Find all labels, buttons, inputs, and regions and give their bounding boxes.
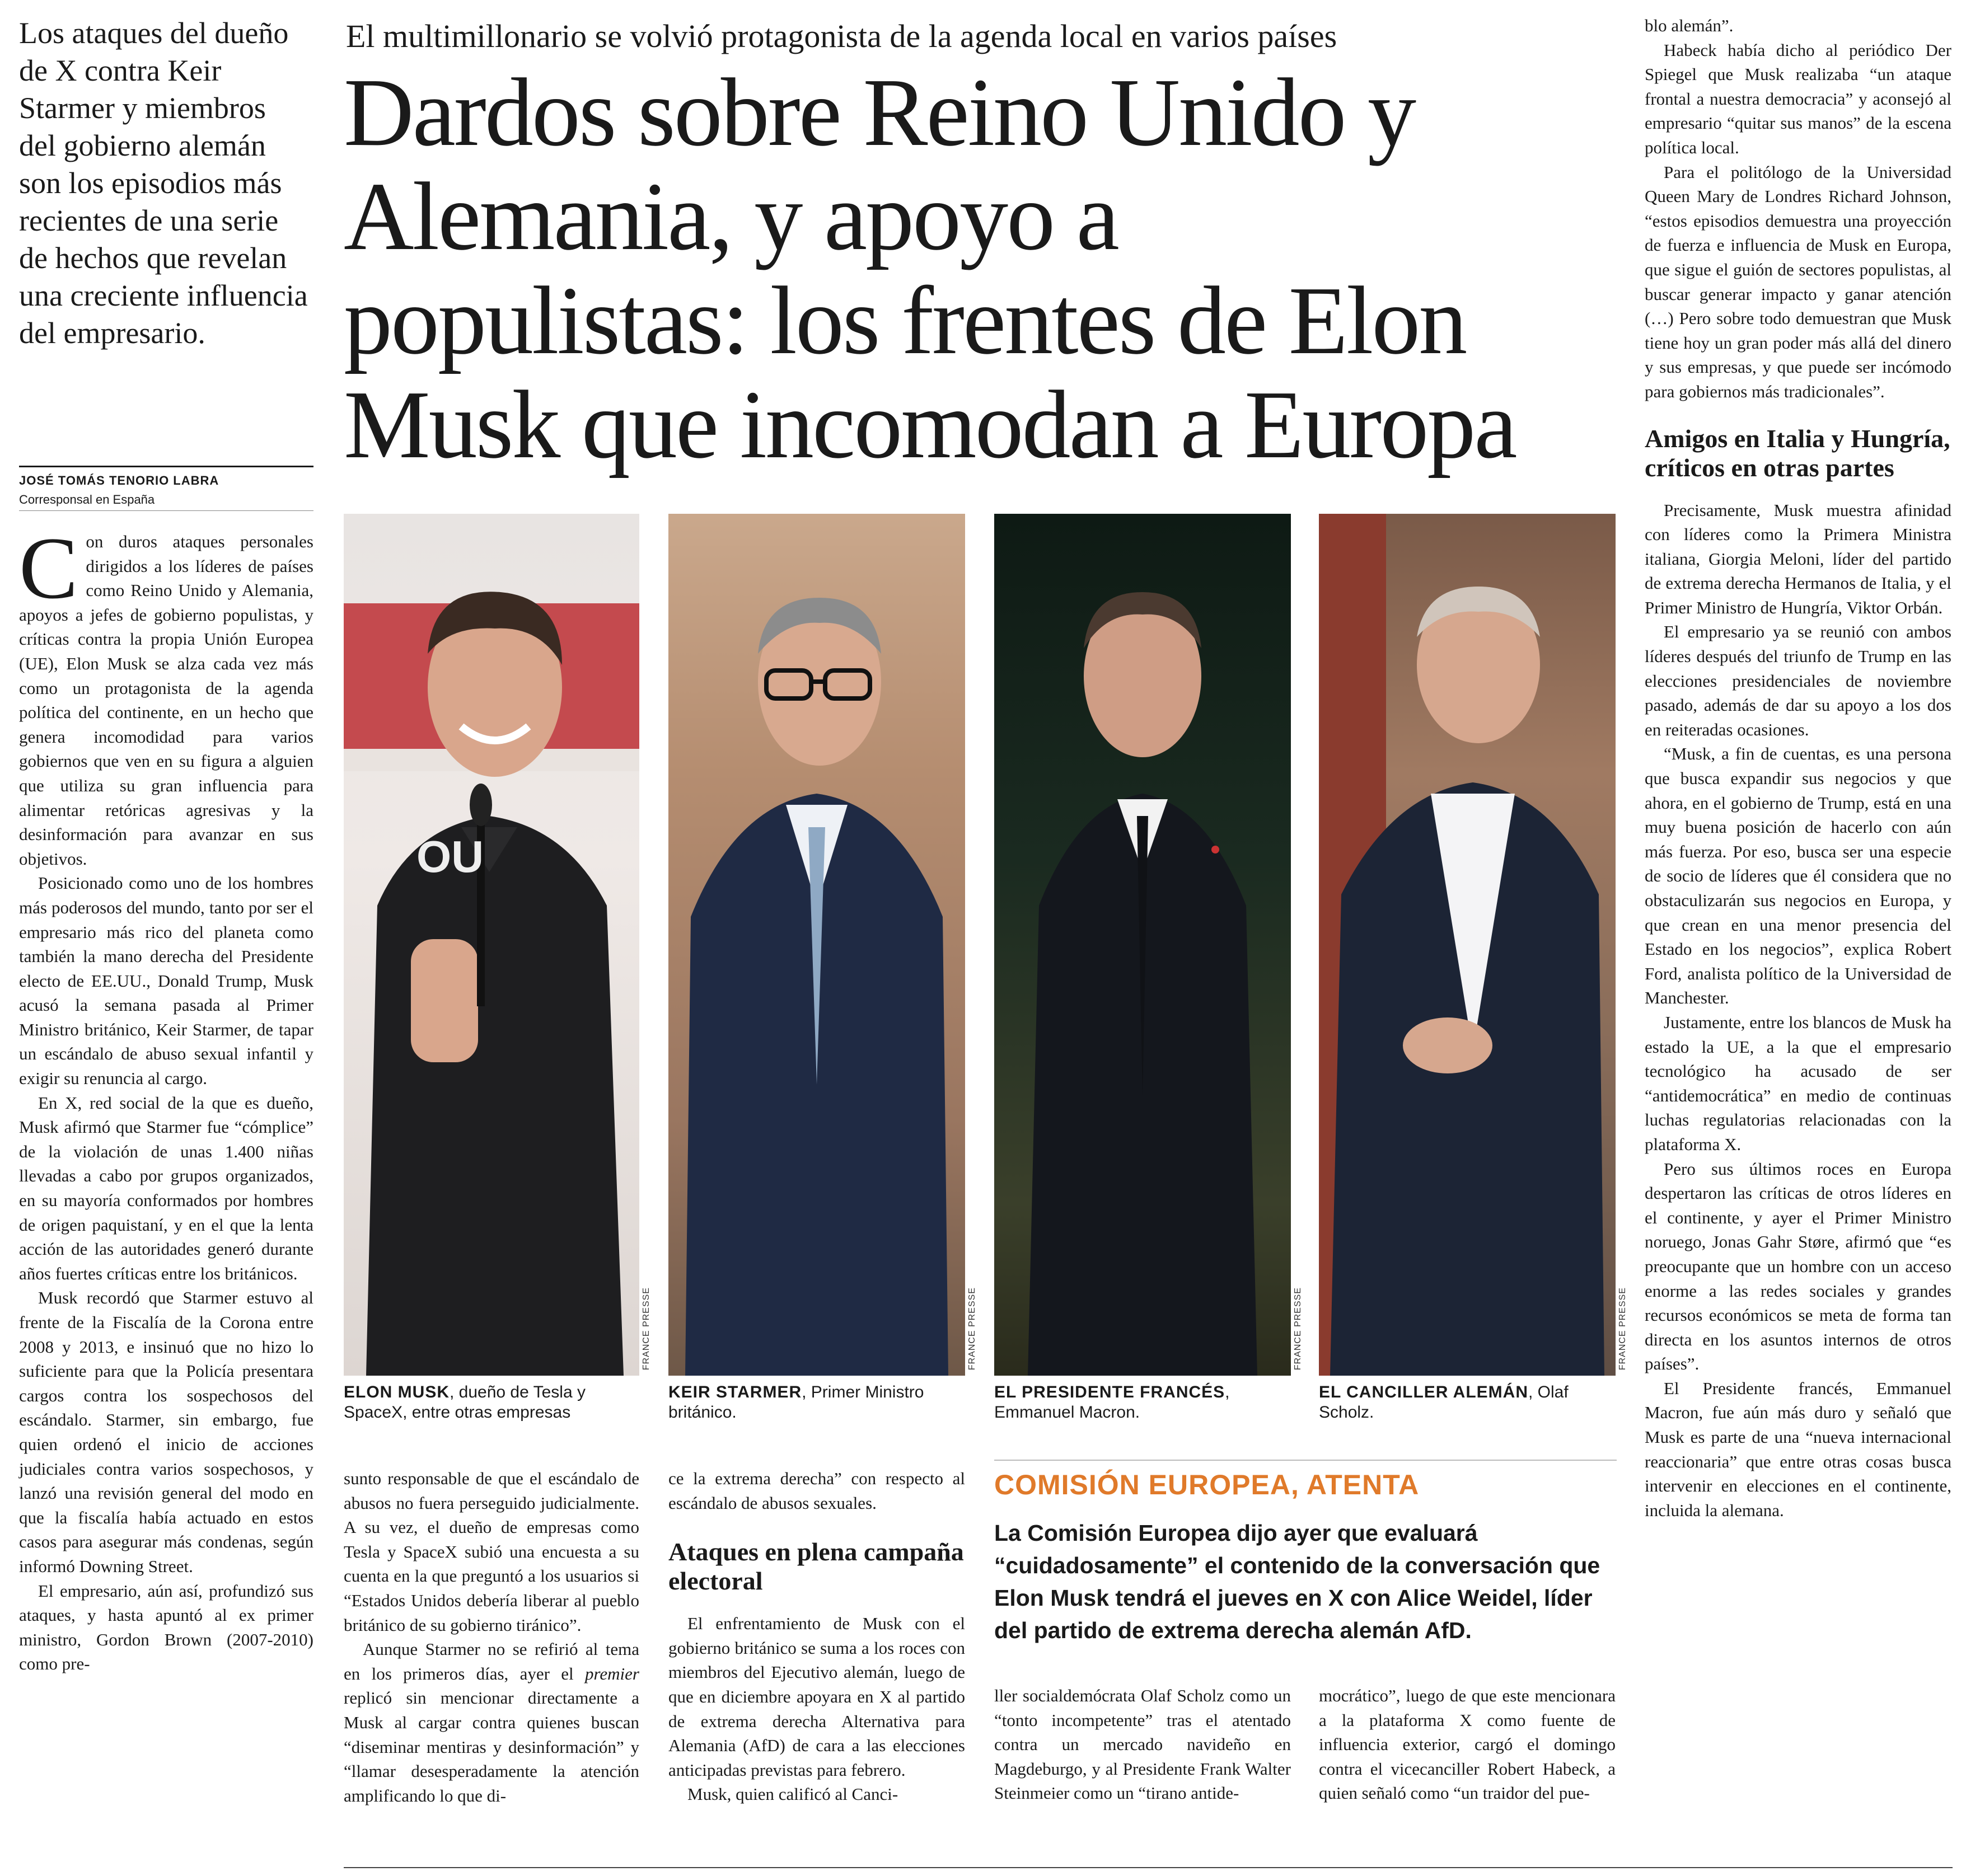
paragraph: Justamente, entre los blancos de Musk ha estado la UE, a la que el empresario tecnológico ha acusado de ser “antidemocrática” en medio de continuas luchas regulatorias relacionadas con la plataforma X.: [1645, 1012, 1951, 1154]
paragraph: El enfrentamiento de Musk con el gobierno británico se suma a los roces con miembros del Ejecutivo alemán, luego de que en diciembre apoyara en X al partido de extrema derecha Alternativa para Alemania (AfD) de cara a las elecciones anticipadas previstas para febrero.: [668, 1614, 965, 1780]
body-column-3: [668, 1466, 965, 1807]
paragraph: El Presidente francés, Emmanuel Macron, fue aún más duro y señaló que Musk es parte de una “nueva internacional reaccionaria” que entre otras cosas busca intervenir en elecciones en el continente, incluida la alemana.: [1645, 1378, 1951, 1520]
photo-credit: FRANCE PRESSE: [1618, 1287, 1627, 1371]
body-column-4: [994, 1683, 1291, 1805]
paragraph: mocrático”, luego de que este mencionara a la plataforma X como fuente de influencia exterior, cargó el domingo contra el vicecanciller Robert Habeck, a quien señaló como “un traidor del pue-: [1319, 1686, 1616, 1803]
paragraph: Musk, quien calificó al Canci-: [687, 1784, 898, 1804]
body-column-2: [344, 1466, 639, 1808]
paragraph: El empresario ya se reunió con ambos líderes después del triunfo de Trump en las elecciones presidenciales de noviembre pasado, además de dar su apoyo a los dos en reiteradas ocasiones.: [1645, 622, 1951, 739]
paragraph: Aunque Starmer no se refirió al tema en los primeros días, ayer el premier replicó sin mencionar directamente a Musk al cargar contra quienes buscan “diseminar mentiras y desinformación” y “llamar desesperadamente la atención amplificando lo que di-: [344, 1639, 639, 1805]
photo-elon-musk: [344, 514, 639, 1376]
paragraph: on duros ataques personales dirigidos a los líderes de países como Reino Unido y Alemania, apoyos a jefes de gobierno populistas, y críticas contra la propia Unión Europea (UE), Elon Musk se alza cada vez más como un protagonista de la agenda política del continente, en un hecho que genera incomodidad para varios gobiernos que ven en su figura a alguien que utiliza su gran influencia para alimentar retóricas agresivas y la desinformación para avanzar en sus objetivos.: [19, 532, 313, 869]
photo-caption: [1319, 1382, 1616, 1423]
sidebar-box-rule: [994, 1460, 1617, 1461]
body-column-6: [1645, 13, 1951, 1522]
photo-olaf-scholz: [1319, 514, 1616, 1376]
caption-name: EL CANCILLER ALEMÁN: [1319, 1383, 1528, 1401]
paragraph: Posicionado como uno de los hombres más poderosos del mundo, tanto por ser el empresario más rico del planeta como también la mano derecha del Presidente electo de EE.UU., Donald Trump, Musk acusó la semana pasada al Primer Ministro británico, Keir Starmer, de tapar un escándalo de abuso sexual infantil y exigir su renuncia al cargo.: [19, 873, 313, 1089]
paragraph: Habeck había dicho al periódico Der Spiegel que Musk realizaba “un ataque frontal a nuestra democracia” y aconsejó al empresario “quitar sus manos” de la escena política local.: [1645, 40, 1951, 157]
paragraph: Precisamente, Musk muestra afinidad con líderes como la Primera Ministra italiana, Giorgia Meloni, líder del partido de extrema derecha Hermanos de Italia, y el Primer Ministro de Hungría, Viktor Orbán.: [1645, 500, 1951, 617]
caption-text: , Emmanuel Macron.: [994, 1383, 1230, 1422]
byline-rule-bottom: [19, 510, 313, 511]
byline-rule: [19, 466, 313, 467]
headline-line: populistas: los frentes de Elon: [344, 266, 1466, 374]
sidebar-box-text: La Comisión Europea dijo ayer que evaluará “cuidadosamente” el contenido de la conversación que Elon Musk tendrá el jueves en X con Alice Weidel, líder del partido de extrema derecha alemán AfD.: [994, 1520, 1600, 1643]
caption-name: EL PRESIDENTE FRANCÉS: [994, 1383, 1225, 1401]
paragraph: Pero sus últimos roces en Europa despertaron las críticas de otros líderes en el continente, y ayer el Primer Ministro noruego, Jonas Gahr Støre, afirmó que “es preocupante que un hombre con un acceso enorme a las redes sociales y grandes recursos económicos se meta de forma tan directa en los asuntos internos de otros países”.: [1645, 1159, 1951, 1374]
paragraph: ller socialdemócrata Olaf Scholz como un “tonto incompetente” tras el atentado contra un mercado navideño en Magdeburgo, y al Presidente Frank Walter Steinmeier como un “tirano antide-: [994, 1686, 1291, 1803]
drop-cap: C: [19, 519, 78, 617]
photo-credit: FRANCE PRESSE: [1293, 1287, 1303, 1371]
headline-line: Alemania, y apoyo a: [344, 162, 1118, 270]
paragraph: El empresario, aún así, profundizó sus ataques, y hasta apuntó al ex primer ministro, Gordon Brown (2007-2010) como pre-: [19, 1580, 313, 1674]
caption-text: , dueño de Tesla y SpaceX, entre otras empresas: [344, 1383, 586, 1422]
caption-text: , Olaf Scholz.: [1319, 1383, 1569, 1422]
paragraph: Musk recordó que Starmer estuvo al frente de la Fiscalía de la Corona entre 2008 y 2013, e insinuó que no hizo lo suficiente para que la Policía presentara cargos contra los sospechosos del escándalo. Starmer, sin embargo, fue quien ordenó el inicio de acciones judiciales contra varios sospechosos, y lanzó una revisión general del modo en que la fiscalía había actuado en estos casos para asegurar más condenas, según informó Downing Street.: [19, 1288, 313, 1576]
subheading: Amigos en Italia y Hungría, críticos en otras partes: [1645, 424, 1950, 482]
photo-caption: [344, 1382, 639, 1423]
headline-line: Musk que incomodan a Europa: [344, 370, 1516, 479]
svg-text:OU: OU: [416, 832, 484, 881]
paragraph: Para el politólogo de la Universidad Queen Mary de Londres Richard Johnson, “estos episodios demuestra una proyección de fuerza e influencia de Musk en Europa, que sigue el guión de sectores populistas, al buscar generar impacto y ganar atención (…) Pero sobre todo demuestran que Musk tiene hoy un gran poder más allá del dinero y sus empresas, y que puede ser incómodo para gobiernos más tradicionales”.: [1645, 162, 1951, 401]
olaf-scholz-illustration: [1319, 514, 1616, 1376]
caption-name: ELON MUSK: [344, 1383, 450, 1401]
body-column-1: [19, 519, 313, 1676]
subheading: Ataques en plena campaña electoral: [668, 1537, 964, 1596]
photo-keir-starmer: [668, 514, 965, 1376]
deck: Los ataques del dueño de X contra Keir Starmer y miembros del gobierno alemán son los episodios más recientes de una serie de hechos que revelan una creciente influencia del empresario.: [19, 16, 308, 350]
byline-role: Corresponsal en España: [19, 493, 155, 506]
keir-starmer-illustration: [668, 514, 965, 1376]
elon-musk-illustration: [344, 514, 639, 1376]
body-column-5: [1319, 1683, 1616, 1805]
caption-name: KEIR STARMER: [668, 1383, 802, 1401]
bottom-rule: [344, 1867, 1953, 1868]
paragraph: ce la extrema derecha” con respecto al escándalo de abusos sexuales.: [668, 1469, 965, 1513]
paragraph: “Musk, a fin de cuentas, es una persona que busca expandir sus negocios y que ahora, en el gobierno de Trump, está en una muy buena posición de hacerlo con aún más fuerza. Por eso, busca ser una especie de socio de líderes que él considera que no obstaculizarán sus negocios en Europa, y que crean en una menor presencia del Estado en los negocios”, explica Robert Ford, analista político de la Universidad de Manchester.: [1645, 744, 1951, 1008]
photo-emmanuel-macron: [994, 514, 1291, 1376]
paragraph: blo alemán”.: [1645, 16, 1734, 35]
headline-line: Dardos sobre Reino Unido y: [344, 58, 1415, 166]
emmanuel-macron-illustration: [994, 514, 1291, 1376]
caption-text: , Primer Ministro británico.: [668, 1383, 924, 1422]
paragraph: En X, red social de la que es dueño, Musk afirmó que Starmer fue “cómplice” de la violación de unas 1.400 niñas llevadas a cabo por grupos organizados, en su mayoría conformados por hombres de origen paquistaní, y en el que la lenta acción de las autoridades generó durante años fuertes críticas entre los británicos.: [19, 1092, 313, 1283]
headline: [344, 60, 1631, 477]
photo-caption: [668, 1382, 965, 1423]
photo-credit: FRANCE PRESSE: [642, 1287, 651, 1371]
kicker: El multimillonario se volvió protagonista de la agenda local en varios países: [346, 18, 1337, 54]
photo-caption: [994, 1382, 1291, 1423]
sidebar-box-title: COMISIÓN EUROPEA, ATENTA: [994, 1469, 1420, 1500]
byline-author: JOSÉ TOMÁS TENORIO LABRA: [19, 473, 219, 487]
italic-term: premier: [585, 1663, 639, 1683]
photo-credit: FRANCE PRESSE: [967, 1287, 977, 1371]
paragraph: sunto responsable de que el escándalo de abusos no fuera perseguido judicialmente. A su vez, el dueño de empresas como Tesla y SpaceX subió una encuesta a su cuenta en la que preguntó a los usuarios si “Estados Unidos debería liberar al pueblo británico de su gobierno tiránico”.: [344, 1469, 639, 1635]
